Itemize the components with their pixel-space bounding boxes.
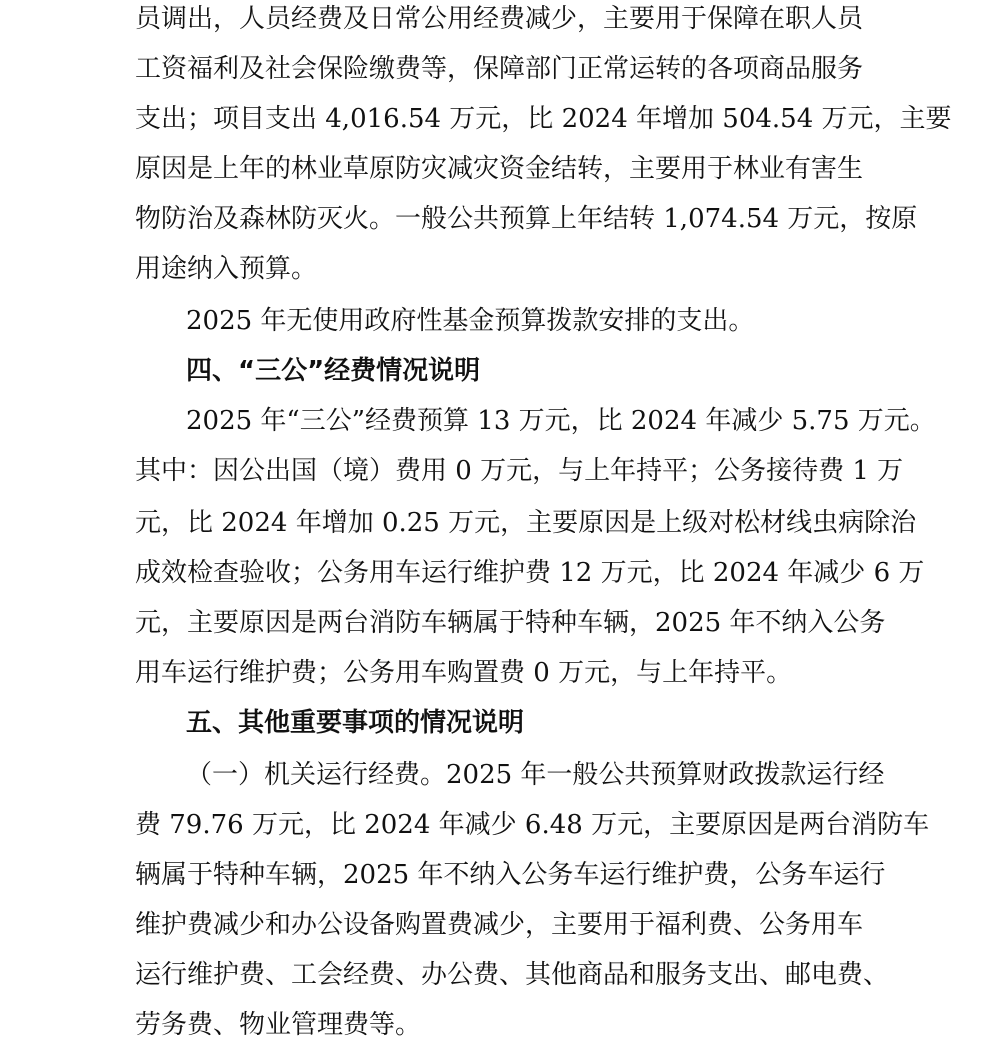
paragraph-line: 支出；项目支出 4,016.54 万元，比 2024 年增加 504.54 万元，主要 [135, 104, 952, 134]
paragraph-line: 2025 年“三公”经费预算 13 万元，比 2024 年减少 5.75 万元。 [186, 406, 936, 436]
paragraph-line: 元，比 2024 年增加 0.25 万元，主要原因是上级对松材线虫病除治 [135, 508, 917, 538]
section-heading: 四、“三公”经费情况说明 [186, 356, 481, 386]
paragraph-line: 劳务费、物业管理费等。 [135, 1010, 422, 1040]
paragraph-line: 物防治及森林防灭火。一般公共预算上年结转 1,074.54 万元，按原 [135, 204, 918, 234]
paragraph-line: 原因是上年的林业草原防灾减灾资金结转，主要用于林业有害生 [135, 154, 864, 184]
paragraph-line: 成效检查验收；公务用车运行维护费 12 万元，比 2024 年减少 6 万 [135, 558, 925, 588]
paragraph-line: 用车运行维护费；公务用车购置费 0 万元，与上年持平。 [135, 658, 793, 688]
paragraph-line: 其中：因公出国（境）费用 0 万元，与上年持平；公务接待费 1 万 [135, 456, 904, 486]
paragraph-line: （一）机关运行经费。2025 年一般公共预算财政拨款运行经 [186, 760, 885, 790]
section-heading: 五、其他重要事项的情况说明 [186, 708, 525, 738]
paragraph-line: 元，主要原因是两台消防车辆属于特种车辆，2025 年不纳入公务 [135, 608, 886, 638]
paragraph-line: 2025 年无使用政府性基金预算拨款安排的支出。 [186, 306, 755, 336]
paragraph-line: 工资福利及社会保险缴费等，保障部门正常运转的各项商品服务 [135, 54, 864, 84]
paragraph-line: 费 79.76 万元，比 2024 年减少 6.48 万元，主要原因是两台消防车 [135, 810, 930, 840]
paragraph-line: 辆属于特种车辆，2025 年不纳入公务车运行维护费，公务车运行 [135, 860, 886, 890]
paragraph-line: 用途纳入预算。 [135, 254, 318, 284]
paragraph-line: 员调出，人员经费及日常公用经费减少，主要用于保障在职人员 [135, 4, 864, 34]
paragraph-line: 运行维护费、工会经费、办公费、其他商品和服务支出、邮电费、 [135, 960, 890, 990]
paragraph-line: 维护费减少和办公设备购置费减少，主要用于福利费、公务用车 [135, 910, 864, 940]
